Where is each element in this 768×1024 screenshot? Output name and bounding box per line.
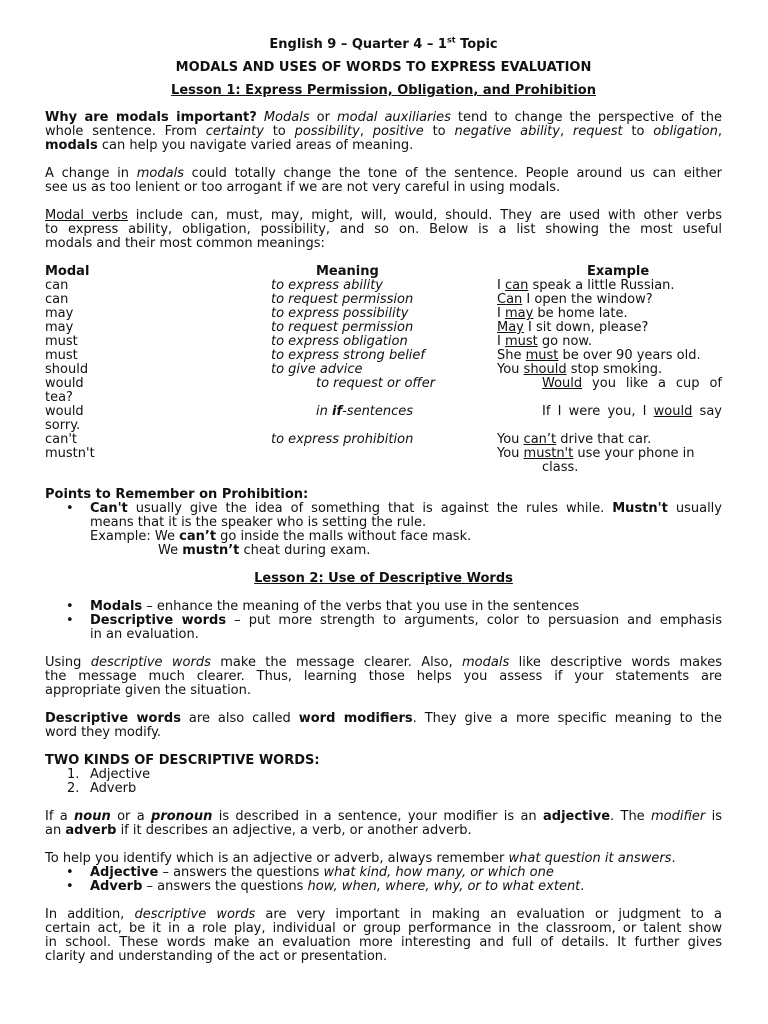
table-cell-modal: must	[45, 348, 78, 363]
using-paragraph-line: the message much clearer. Thus, learning those helps you assess if your statements are	[45, 669, 722, 684]
table-cell-modal: can	[45, 292, 69, 307]
document-title: MODALS AND USES OF WORDS TO EXPRESS EVALUATION	[175, 60, 592, 75]
noun-paragraph-line: an adverb if it describes an adjective, a verb, or another adverb.	[45, 823, 472, 838]
table-cell-meaning: to express ability	[271, 278, 383, 293]
bullet-icon: •	[66, 613, 74, 628]
bullet-icon: •	[66, 599, 74, 614]
table-cell-example: You should stop smoking.	[497, 362, 663, 377]
verbs-paragraph-line: Modal verbs include can, must, may, might, will, would, should. They are used with other verbs	[45, 208, 722, 223]
verbs-paragraph-line: modals and their most common meanings:	[45, 236, 325, 251]
table-cell-wrap: tea?	[45, 390, 73, 405]
noun-paragraph-line: If a noun or a pronoun is described in a sentence, your modifier is an adjective. The modifier is	[45, 809, 722, 824]
table-cell-modal: may	[45, 320, 74, 335]
change-paragraph-line: A change in modals could totally change the tone of the sentence. People around us can either	[45, 166, 722, 181]
table-cell-example: May I sit down, please?	[497, 320, 649, 335]
table-cell-meaning: to express obligation	[271, 334, 408, 349]
list-number: 1.	[67, 767, 80, 782]
bullet-icon: •	[66, 865, 74, 880]
lesson2-bullet-line: in an evaluation.	[90, 627, 199, 642]
using-paragraph-line: appropriate given the situation.	[45, 683, 252, 698]
why-paragraph-line: Why are modals important? Modals or modal auxiliaries tend to change the perspective of the	[45, 110, 722, 125]
table-cell-example: She must be over 90 years old.	[497, 348, 701, 363]
change-paragraph-line: see us as too lenient or too arrogant if we are not very careful in using modals.	[45, 180, 561, 195]
why-paragraph-line: whole sentence. From certainty to possibility, positive to negative ability, request to obligation,	[45, 124, 722, 139]
list-item: Adverb	[90, 781, 137, 796]
identify-paragraph-line: To help you identify which is an adjective or adverb, always remember what question it answers.	[45, 851, 676, 866]
table-cell-modal: may	[45, 306, 74, 321]
table-cell-meaning: to express possibility	[271, 306, 409, 321]
table-cell-modal: would	[45, 404, 84, 419]
table-cell-example: You can’t drive that car.	[497, 432, 652, 447]
table-cell-modal: should	[45, 362, 89, 377]
table-cell-meaning: to request permission	[271, 320, 414, 335]
list-number: 2.	[67, 781, 80, 796]
prohibition-example: We mustn’t cheat during exam.	[158, 543, 371, 558]
table-header-modal: Modal	[45, 264, 90, 279]
modifiers-paragraph-line: word they modify.	[45, 725, 162, 740]
modifiers-paragraph-line: Descriptive words are also called word modifiers. They give a more specific meaning to the	[45, 711, 722, 726]
identify-bullet-line: Adjective – answers the questions what kind, how many, or which one	[90, 865, 554, 880]
table-header-meaning: Meaning	[316, 264, 379, 279]
using-paragraph-line: Using descriptive words make the message clearer. Also, modals like descriptive words makes	[45, 655, 722, 670]
addition-paragraph-line: certain act, be it in a role play, individual or group performance in the classroom, or talent show	[45, 921, 722, 936]
table-cell-modal: can't	[45, 432, 78, 447]
table-cell-example: I can speak a little Russian.	[497, 278, 675, 293]
table-cell-meaning: to express strong belief	[271, 348, 425, 363]
table-cell-wrap: class.	[542, 460, 579, 475]
prohibition-bullet-line: Can't usually give the idea of something that is against the rules while. Mustn't usually	[90, 501, 722, 516]
document-subject-line: English 9 – Quarter 4 – 1st Topic	[269, 35, 498, 52]
table-cell-meaning: to give advice	[271, 362, 363, 377]
table-cell-meaning: to request permission	[271, 292, 414, 307]
table-cell-example: You mustn't use your phone in	[497, 446, 695, 461]
verbs-paragraph-line: to express ability, obligation, possibility, and so on. Below is a list showing the most useful	[45, 222, 722, 237]
table-cell-modal: can	[45, 278, 69, 293]
table-cell-meaning: in if-sentences	[316, 404, 414, 419]
addition-paragraph-line: In addition, descriptive words are very important in making an evaluation or judgment to a	[45, 907, 722, 922]
table-cell-example: Would you like a cup of	[542, 376, 722, 391]
table-cell-modal: mustn't	[45, 446, 95, 461]
identify-bullet-line: Adverb – answers the questions how, when, where, why, or to what extent.	[90, 879, 585, 894]
prohibition-bullet-line: means that it is the speaker who is setting the rule.	[90, 515, 427, 530]
addition-paragraph-line: clarity and understanding of the act or presentation.	[45, 949, 388, 964]
lesson2-title: Lesson 2: Use of Descriptive Words	[254, 571, 513, 586]
table-cell-example: If I were you, I would say	[542, 404, 722, 419]
lesson2-bullet-line: Modals – enhance the meaning of the verbs that you use in the sentences	[90, 599, 580, 614]
why-paragraph-line: modals can help you navigate varied areas of meaning.	[45, 138, 414, 153]
lesson1-title: Lesson 1: Express Permission, Obligation, and Prohibition	[171, 83, 596, 98]
prohibition-heading: Points to Remember on Prohibition:	[45, 487, 309, 502]
table-cell-modal: would	[45, 376, 84, 391]
table-cell-meaning: to request or offer	[316, 376, 436, 391]
lesson2-bullet-line: Descriptive words – put more strength to arguments, color to persuasion and emphasis	[90, 613, 722, 628]
table-cell-meaning: to express prohibition	[271, 432, 414, 447]
list-item: Adjective	[90, 767, 151, 782]
table-cell-example: Can I open the window?	[497, 292, 653, 307]
kinds-heading: TWO KINDS OF DESCRIPTIVE WORDS:	[45, 753, 320, 768]
table-cell-example: I must go now.	[497, 334, 592, 349]
bullet-icon: •	[66, 879, 74, 894]
table-cell-wrap: sorry.	[45, 418, 81, 433]
table-header-example: Example	[587, 264, 650, 279]
table-cell-example: I may be home late.	[497, 306, 628, 321]
table-cell-modal: must	[45, 334, 78, 349]
addition-paragraph-line: in school. These words make an evaluation more interesting and full of details. It further gives	[45, 935, 722, 950]
prohibition-example: Example: We can’t go inside the malls without face mask.	[90, 529, 472, 544]
bullet-icon: •	[66, 501, 74, 516]
